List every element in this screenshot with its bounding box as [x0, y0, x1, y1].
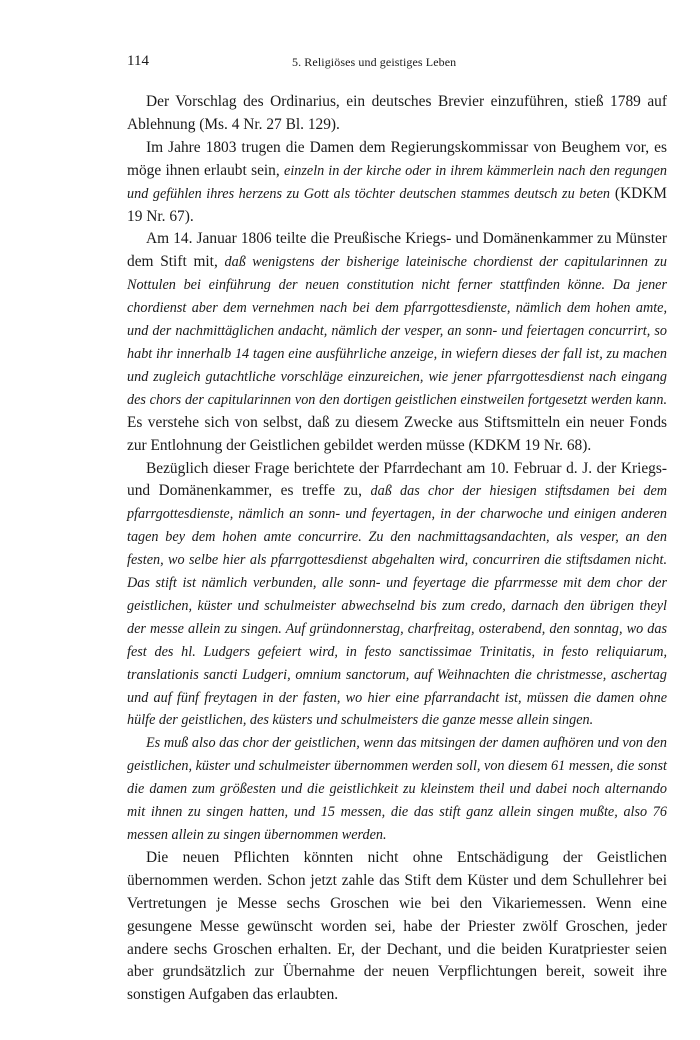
paragraph-4	[127, 458, 667, 733]
paragraph-3	[127, 228, 667, 457]
paragraph-6: Die neuen Pflichten könnten nicht ohne Entschädigung der Geistlichen übernommen werden. Schon jetzt zahle das Stift dem Küster und dem Schullehrer bei Vertretungen je Messe sechs Groschen wie bei den Vikariemessen. Wenn eine gesungene Messe gewünscht worden sei, habe der Priester zwölf Groschen, jeder andere sechs Groschen erhalten. Er, der Dechant, und die beiden Kuratpriester seien aber grundsätzlich zur Übernahme der neuen Verpflichtungen bereit, soweit ihre sonstigen Aufgaben das erlaubten.	[127, 848, 667, 1004]
paragraph-2-text-b: (KDKM 19 Nr. 67).	[127, 184, 667, 225]
paragraph-5-quote: Es muß also das chor der geistlichen, wenn das mitsingen der damen aufhören und von den geistlichen, küster und schulmeister übernommen werden soll, von diesem 61 messen, die sonst die damen zum größesten und die geistlichkeit zu kleinstem theil und dabei noch alternando mit ihnen zu singen hatten, und 15 messen, die das stift ganz allein singen mußte, also 76 messen allein zu singen übernommen werden.	[127, 735, 667, 843]
paragraph-2-text-a: Im Jahre 1803 trugen die Damen dem Regierungskommissar von Beughem vor, es möge ihnen erlaubt sein,	[127, 138, 667, 179]
paragraph-4-quote: daß das chor der hiesigen stiftsdamen bei dem pfarrgottesdienste, nämlich an sonn- und feyertagen, in der charwoche und einigen anderen tagen bey dem hohen amte concurrire. Zu den nachmittagsandachten, als vesper, an den festen, wo selbe hier als pfarrgottesdienst abgehalten wird, concurriren die stiftsdamen nicht. Das stift ist nämlich verbunden, alle sonn- und feyertage die pfarrmesse mit dem chor der geistlichen, küster und schulmeister abwechselnd bis zum credo, darnach den übrigen theyl der messe allein zu singen. Auf gründonnerstag, charfreitag, osterabend, den sonntag, wo das fest des hl. Ludgers gefeiert wird, in festo sanctissimae Trinitatis, in festo reliquiarum, translationis sancti Ludgeri, omnium sanctorum, auf Weihnachten die christmesse, aschertag und auf fünf freytagen in der fasten, wo hier eine pfarrandacht ist, müssen die damen ohne hülfe der geistlichen, des küsters und schulmeisters die ganze messe allein singen.	[127, 483, 667, 729]
paragraph-3-text-b: Es verstehe sich von selbst, daß zu diesem Zwecke aus Stiftsmitteln ein neuer Fonds zur Entlohnung der Geistlichen gebildet werden müsse (KDKM 19 Nr. 68).	[127, 413, 667, 454]
paragraph-2	[127, 137, 667, 229]
paragraph-4-text-a: Bezüglich dieser Frage berichtete der Pfarrdechant am 10. Februar d. J. der Kriegs- und Domänenkammer, es treffe zu,	[127, 459, 667, 500]
paragraph-3-quote: daß wenigstens der bisherige lateinische chordienst der capitularinnen zu Nottulen bei einführung der neuen constitution nicht ferner stattfinden könne. Da jener chordienst aber dem vernehmen nach bei dem pfarrgottesdienste, nämlich dem hohen amte, und der nachmittäglichen andacht, nämlich der vesper, an sonn- und feiertagen concurrirt, so habt ihr innerhalb 14 tagen eine ausführliche anzeige, in wiefern dieses der fall ist, zu machen und zugleich gutachtliche vorschläge einzureichen, wie jener pfarrgottesdienst nach eingang des chors der capitularinnen von den dortigen geistlichen einstweilen fortgesetzt werden kann.	[127, 254, 667, 408]
running-head: 5. Religiöses und geistiges Leben	[292, 55, 457, 69]
paragraph-3-text-a: Am 14. Januar 1806 teilte die Preußische Kriegs- und Domänenkammer zu Münster dem Stift mit,	[127, 230, 667, 271]
paragraph-1: Der Vorschlag des Ordinarius, ein deutsches Brevier einzuführen, stieß 1789 auf Ablehnung (Ms. 4 Nr. 27 Bl. 129).	[127, 93, 667, 133]
body-text	[127, 91, 667, 1007]
paragraph-2-quote: einzeln in der kirche oder in ihrem kämmerlein nach den regungen und gefühlen ihres herzens zu Gott als töchter deutschen stammes deutsch zu beten	[127, 162, 668, 202]
page-number: 114	[127, 53, 149, 69]
